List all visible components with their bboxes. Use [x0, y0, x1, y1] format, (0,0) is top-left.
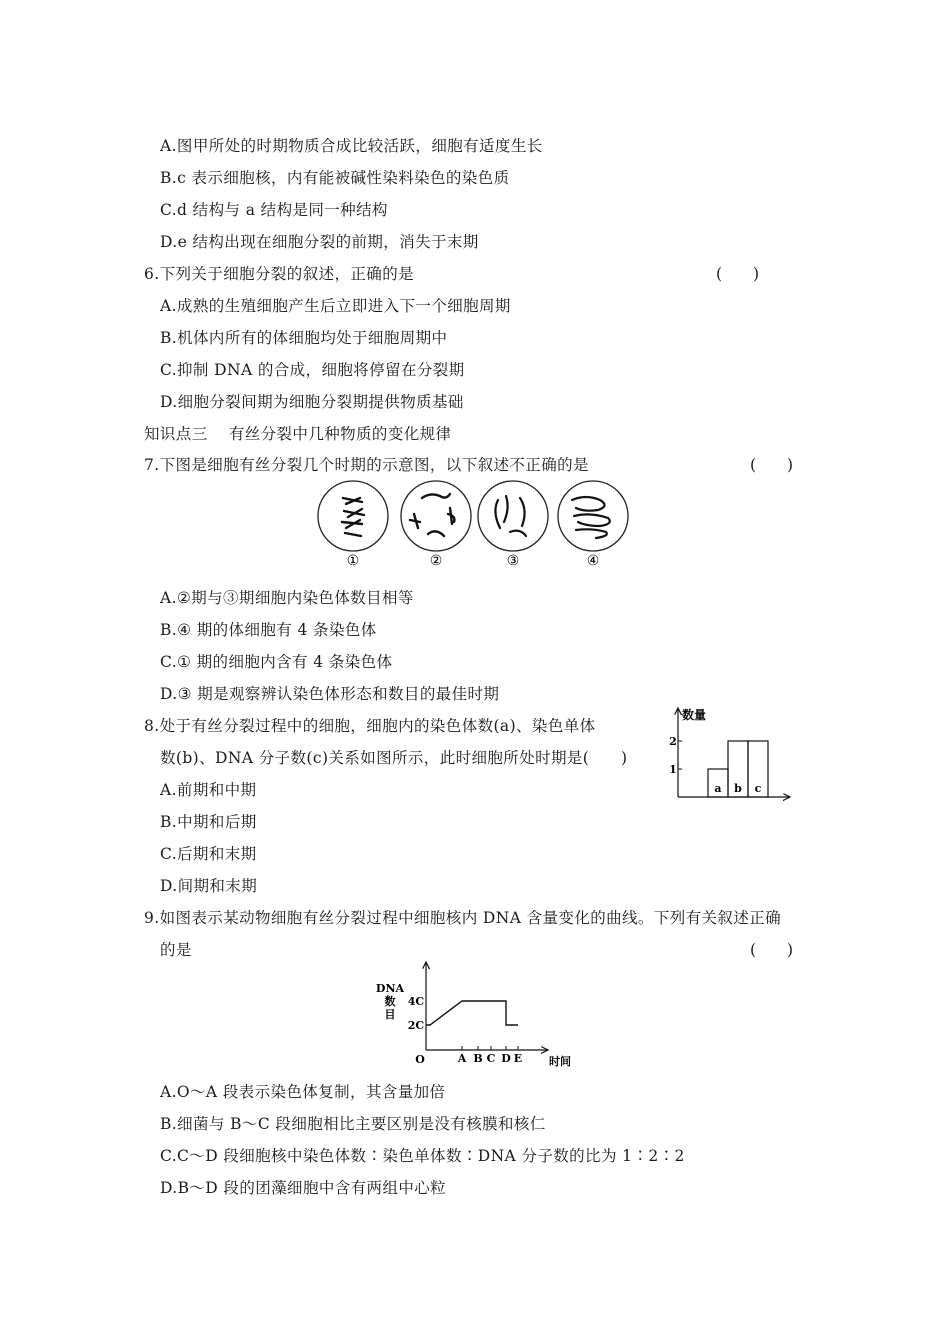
q5-option-b: B.c 表示细胞核，内有能被碱性染料染色的染色质	[160, 169, 510, 187]
cell-label-4: ④	[586, 553, 600, 569]
bar-label-a: a	[714, 782, 722, 795]
cell-label-2: ②	[429, 553, 443, 569]
chromosomes-metaphase	[342, 498, 364, 536]
chromosomes-prophase	[410, 494, 454, 536]
q6-option-b: B.机体内所有的体细胞均处于细胞周期中	[160, 329, 448, 347]
y-label-line-1: DNA	[375, 982, 405, 995]
bar-y-label: 数量	[682, 708, 707, 722]
q7-mitosis-figure	[310, 478, 650, 573]
dna-content-line	[426, 1001, 518, 1025]
bar-y-tick-2: 2	[669, 735, 677, 748]
chromosomes-anaphase	[495, 496, 526, 536]
cell-label-3: ③	[506, 553, 520, 569]
q9-answer-blank: ( )	[750, 941, 794, 959]
bar-label-c: c	[754, 782, 762, 795]
q5-option-a: A.图甲所处的时期物质合成比较活跃，细胞有适度生长	[160, 137, 543, 155]
q9-option-a: A.O～A 段表示染色体复制，其含量加倍	[160, 1083, 446, 1101]
line-x-tick-E: E	[513, 1052, 523, 1065]
cell-label-1: ①	[346, 553, 360, 569]
y-label-line-3: 目	[384, 1008, 396, 1021]
line-x-tick-A: A	[457, 1052, 467, 1065]
q8-stem-line1: 8.处于有丝分裂过程中的细胞，细胞内的染色体数(a)、染色单体	[144, 717, 596, 735]
section-heading: 知识点三 有丝分裂中几种物质的变化规律	[144, 425, 452, 443]
q7-option-a: A.②期与③期细胞内染色体数目相等	[160, 589, 414, 607]
q9-stem-line1: 9.如图表示某动物细胞有丝分裂过程中细胞核内 DNA 含量变化的曲线。下列有关叙述正确	[144, 909, 782, 927]
y-label-line-2: 数	[384, 995, 396, 1008]
chromatin-interphase	[572, 497, 610, 538]
q9-option-b: B.细菌与 B～C 段细胞相比主要区别是没有核膜和核仁	[160, 1115, 546, 1133]
q6-option-a: A.成熟的生殖细胞产生后立即进入下一个细胞周期	[160, 297, 511, 315]
bar-y-tick-1: 1	[669, 763, 677, 776]
q7-option-d: D.③ 期是观察辨认染色体形态和数目的最佳时期	[160, 685, 500, 703]
line-y-tick-2C: 2C	[407, 1019, 425, 1032]
q5-option-d: D.e 结构出现在细胞分裂的前期，消失于末期	[160, 233, 479, 251]
q6-answer-blank: ( )	[716, 265, 760, 283]
q8-option-d: D.间期和末期	[160, 877, 258, 895]
q6-stem: 6.下列关于细胞分裂的叙述，正确的是	[144, 265, 414, 283]
q7-answer-blank: ( )	[750, 456, 794, 474]
bar-label-b: b	[734, 782, 742, 795]
q8-option-b: B.中期和后期	[160, 813, 257, 831]
q6-option-c: C.抑制 DNA 的合成，细胞将停留在分裂期	[160, 361, 465, 379]
q8-option-a: A.前期和中期	[160, 781, 257, 799]
q7-stem: 7.下图是细胞有丝分裂几个时期的示意图，以下叙述不正确的是	[144, 456, 589, 474]
line-x-tick-B: B	[473, 1052, 483, 1065]
x-axis-label: 时间	[549, 1055, 571, 1068]
q9-option-c: C.C～D 段细胞核中染色体数∶染色单体数∶DNA 分子数的比为 1∶2∶2	[160, 1147, 685, 1165]
line-y-tick-4C: 4C	[407, 995, 425, 1008]
line-x-tick-D: D	[501, 1052, 511, 1065]
q9-option-d: D.B～D 段的团藻细胞中含有两组中心粒	[160, 1179, 447, 1197]
q5-option-c: C.d 结构与 a 结构是同一种结构	[160, 201, 388, 219]
q8-stem-line2: 数(b)、DNA 分子数(c)关系如图所示，此时细胞所处时期是( )	[160, 749, 628, 767]
q8-bar-chart	[664, 700, 799, 805]
origin-label: O	[415, 1053, 425, 1066]
q7-option-b: B.④ 期的体细胞有 4 条染色体	[160, 621, 377, 639]
line-x-tick-C: C	[486, 1052, 496, 1065]
q7-option-c: C.① 期的细胞内含有 4 条染色体	[160, 653, 393, 671]
q9-stem-line2: 的是	[160, 941, 192, 959]
q6-option-d: D.细胞分裂间期为细胞分裂期提供物质基础	[160, 393, 464, 411]
q9-dna-line-chart	[372, 958, 577, 1068]
q8-option-c: C.后期和末期	[160, 845, 257, 863]
